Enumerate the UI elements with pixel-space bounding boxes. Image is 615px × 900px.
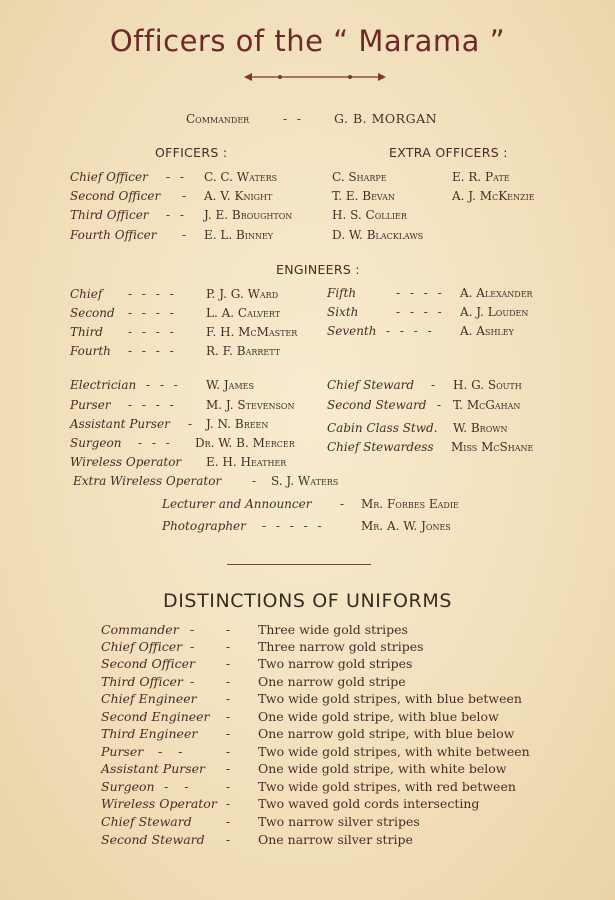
engineer-dashes: - - - - bbox=[128, 325, 177, 339]
extra-officers-heading: EXTRA OFFICERS : bbox=[389, 145, 508, 160]
engineer-dashes: - - - - bbox=[128, 287, 177, 301]
uniform-sep: - bbox=[226, 744, 231, 759]
uniform-sep: - bbox=[226, 709, 231, 724]
staff-rank: Assistant Purser bbox=[70, 417, 170, 431]
extra-officer-name: E. R. Pate bbox=[452, 170, 510, 184]
uniform-sep: - bbox=[226, 622, 231, 637]
uniform-pre-dash: - bbox=[190, 674, 195, 689]
uniform-desc: Two wide gold stripes, with white between bbox=[258, 744, 530, 759]
engineer-name: L. A. Calvert bbox=[206, 306, 281, 320]
photographer-rank: Photographer bbox=[162, 519, 246, 533]
officer-rank: Fourth Officer bbox=[70, 228, 157, 242]
staff-dashes: - bbox=[188, 417, 196, 431]
commander-label: Commander bbox=[186, 112, 250, 126]
uniform-row bbox=[0, 622, 615, 639]
commander-name: G. B. MORGAN bbox=[334, 111, 438, 126]
staff-dashes: - - - - bbox=[128, 398, 177, 412]
uniform-desc: Two wide gold stripes, with red between bbox=[258, 779, 516, 794]
extra-officer-name: C. Sharpe bbox=[332, 170, 387, 184]
officer-name: J. E. Broughton bbox=[204, 208, 293, 222]
photographer-dashes: - - - - - bbox=[262, 519, 325, 533]
extra-wireless-rank: Extra Wireless Operator bbox=[73, 474, 222, 488]
uniform-sep: - bbox=[226, 796, 231, 811]
staff-name: W. James bbox=[206, 378, 254, 392]
engineer-rank: Third bbox=[70, 325, 103, 339]
officers-heading: OFFICERS : bbox=[155, 145, 228, 160]
officer-dashes: - - bbox=[166, 208, 187, 222]
engineer-name: A. Alexander bbox=[460, 286, 533, 300]
uniform-row bbox=[0, 761, 615, 778]
uniform-row bbox=[0, 639, 615, 656]
staff-name: E. H. Heather bbox=[206, 455, 287, 469]
extra-officer-name: D. W. Blacklaws bbox=[332, 228, 424, 242]
extra-officer-name: T. E. Bevan bbox=[332, 189, 395, 203]
staff-rank: Electrician bbox=[70, 378, 137, 392]
staff-rank: Purser bbox=[70, 398, 111, 412]
officer-dashes: - bbox=[182, 189, 190, 203]
engineer-rank: Chief bbox=[70, 287, 103, 301]
photographer-name: Mr. A. W. Jones bbox=[361, 519, 451, 533]
officer-name: C. C. Waters bbox=[204, 170, 278, 184]
staff-dashes: - - - bbox=[146, 378, 181, 392]
uniform-pre-dash: - bbox=[190, 622, 195, 637]
uniform-desc: One wide gold stripe, with white below bbox=[258, 761, 507, 776]
ornament-divider-icon bbox=[240, 70, 390, 84]
uniform-row bbox=[0, 779, 615, 796]
uniform-row bbox=[0, 691, 615, 708]
engineer-rank: Fourth bbox=[70, 344, 111, 358]
uniform-rank: Chief Engineer bbox=[101, 691, 197, 706]
commander-dashes: - - bbox=[283, 112, 304, 126]
engineers-heading: ENGINEERS : bbox=[276, 262, 360, 277]
uniform-row bbox=[0, 656, 615, 673]
section-divider bbox=[227, 564, 371, 565]
engineer-dashes: - - - - bbox=[396, 305, 445, 319]
uniform-rank: Second Steward bbox=[101, 832, 205, 847]
officer-rank: Chief Officer bbox=[70, 170, 148, 184]
staff-name: M. J. Stevenson bbox=[206, 398, 295, 412]
uniform-pre-dash: - - bbox=[158, 744, 189, 759]
uniform-sep: - bbox=[226, 814, 231, 829]
engineer-dashes: - - - - bbox=[128, 306, 177, 320]
staff-rank: Chief Stewardess bbox=[327, 440, 434, 454]
staff-dashes: - bbox=[437, 398, 445, 412]
staff-name: Dr. W. B. Mercer bbox=[195, 436, 295, 450]
staff-rank: Surgeon bbox=[70, 436, 122, 450]
uniform-row bbox=[0, 796, 615, 813]
officer-rank: Third Officer bbox=[70, 208, 149, 222]
extra-wireless-dashes: - bbox=[252, 474, 260, 488]
uniform-rank: Second Engineer bbox=[101, 709, 210, 724]
uniform-row bbox=[0, 709, 615, 726]
officer-dashes: - - bbox=[166, 170, 187, 184]
uniform-sep: - bbox=[226, 832, 231, 847]
staff-rank: Wireless Operator bbox=[70, 455, 182, 469]
engineer-name: F. H. McMaster bbox=[206, 325, 298, 339]
uniform-rank: Third Engineer bbox=[101, 726, 198, 741]
uniform-desc: Two narrow gold stripes bbox=[258, 656, 413, 671]
staff-name: H. G. South bbox=[453, 378, 522, 392]
uniform-rank: Commander bbox=[101, 622, 179, 637]
uniform-sep: - bbox=[226, 779, 231, 794]
engineer-dashes: - - - - bbox=[128, 344, 177, 358]
uniform-sep: - bbox=[226, 639, 231, 654]
uniform-rank: Chief Officer bbox=[101, 639, 183, 654]
engineer-dashes: - - - - bbox=[386, 324, 435, 338]
uniform-desc: Two wide gold stripes, with blue between bbox=[258, 691, 522, 706]
uniform-sep: - bbox=[226, 674, 231, 689]
officer-rank: Second Officer bbox=[70, 189, 161, 203]
uniform-sep: - bbox=[226, 726, 231, 741]
uniform-row bbox=[0, 674, 615, 691]
staff-rank: Chief Steward bbox=[327, 378, 415, 392]
staff-dashes: - bbox=[431, 378, 439, 392]
uniform-row bbox=[0, 832, 615, 849]
uniform-rank: Assistant Purser bbox=[101, 761, 206, 776]
engineer-name: A. J. Louden bbox=[460, 305, 529, 319]
uniform-sep: - bbox=[226, 656, 231, 671]
staff-name: Miss McShane bbox=[451, 440, 534, 454]
engineer-name: A. Ashley bbox=[460, 324, 514, 338]
uniform-desc: Three narrow gold stripes bbox=[258, 639, 424, 654]
officer-name: A. V. Knight bbox=[204, 189, 273, 203]
uniform-row bbox=[0, 726, 615, 743]
lecturer-dashes: - bbox=[340, 497, 348, 511]
uniform-rank: Third Officer bbox=[101, 674, 183, 689]
uniform-rank: Chief Steward bbox=[101, 814, 192, 829]
staff-rank: Second Steward bbox=[327, 398, 427, 412]
uniform-rank: Wireless Operator bbox=[101, 796, 217, 811]
uniform-row bbox=[0, 744, 615, 761]
lecturer-rank: Lecturer and Announcer bbox=[162, 497, 312, 511]
uniform-rank: Purser bbox=[101, 744, 144, 759]
uniform-rank: Surgeon bbox=[101, 779, 155, 794]
uniform-pre-dash: - bbox=[190, 639, 195, 654]
uniforms-heading: DISTINCTIONS OF UNIFORMS bbox=[162, 590, 453, 612]
extra-wireless-name: S. J. Waters bbox=[271, 474, 339, 488]
lecturer-name: Mr. Forbes Eadie bbox=[361, 497, 459, 511]
extra-officer-name: H. S. Collier bbox=[332, 208, 407, 222]
staff-rank: Cabin Class Stwd. bbox=[327, 421, 438, 435]
uniform-desc: One narrow silver stripe bbox=[258, 832, 413, 847]
staff-name: W. Brown bbox=[453, 421, 508, 435]
staff-name: J. N. Breen bbox=[206, 417, 269, 431]
uniform-sep: - bbox=[226, 691, 231, 706]
engineer-rank: Second bbox=[70, 306, 115, 320]
uniform-row bbox=[0, 814, 615, 831]
officer-dashes: - bbox=[182, 228, 190, 242]
engineer-name: P. J. G. Ward bbox=[206, 287, 279, 301]
uniform-desc: One narrow gold stripe bbox=[258, 674, 406, 689]
extra-officer-name: A. J. McKenzie bbox=[452, 189, 535, 203]
uniform-rank: Second Officer bbox=[101, 656, 195, 671]
engineer-name: R. F. Barrett bbox=[206, 344, 281, 358]
engineer-rank: Fifth bbox=[327, 286, 357, 300]
uniform-pre-dash: - - bbox=[164, 779, 195, 794]
engineer-rank: Sixth bbox=[327, 305, 359, 319]
uniform-desc: One narrow gold stripe, with blue below bbox=[258, 726, 515, 741]
uniform-desc: Three wide gold stripes bbox=[258, 622, 408, 637]
page-title: Officers of the “ Marama ” bbox=[109, 24, 506, 58]
staff-dashes: - - - bbox=[138, 436, 173, 450]
uniform-sep: - bbox=[226, 761, 231, 776]
staff-name: T. McGahan bbox=[453, 398, 521, 412]
engineer-rank: Seventh bbox=[327, 324, 377, 338]
uniform-desc: Two waved gold cords intersecting bbox=[258, 796, 480, 811]
uniform-desc: Two narrow silver stripes bbox=[258, 814, 420, 829]
engineer-dashes: - - - - bbox=[396, 286, 445, 300]
officer-name: E. L. Binney bbox=[204, 228, 274, 242]
uniform-desc: One wide gold stripe, with blue below bbox=[258, 709, 499, 724]
